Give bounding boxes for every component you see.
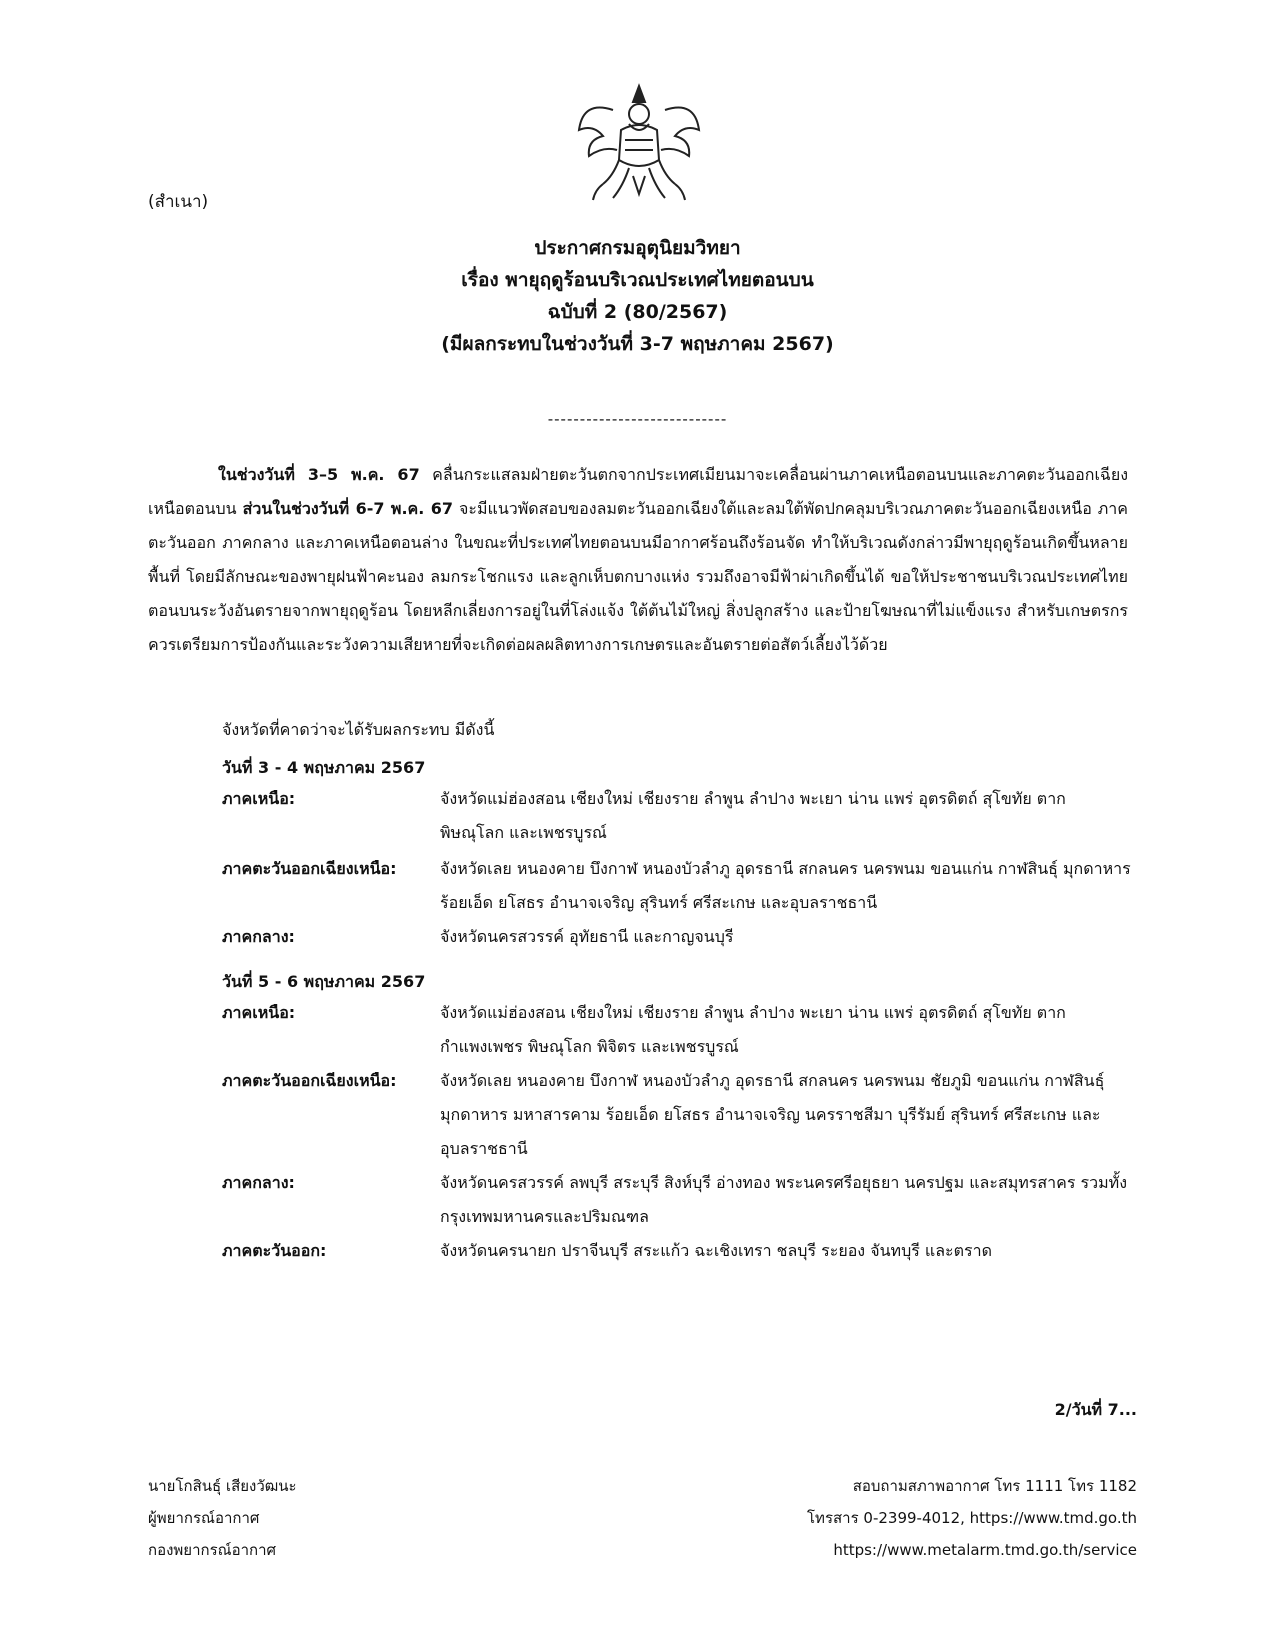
region-name: ภาคเหนือ: xyxy=(222,1003,296,1022)
title-line-3: ฉบับที่ 2 (80/2567) xyxy=(547,301,728,323)
body-paragraph xyxy=(148,458,1128,662)
region-row xyxy=(222,920,1132,954)
region-provinces: จังหวัดนครสวรรค์ ลพบุรี สระบุรี สิงห์บุรี อ่างทอง พระนครศรีอยุธยา นครปฐม และสมุทรสาคร รวมทั้งกรุงเทพมหานครและปริมณฑล xyxy=(440,1173,1128,1226)
forecaster-title: ผู้พยากรณ์อากาศ xyxy=(148,1509,260,1527)
region-provinces: จังหวัดแม่ฮ่องสอน เชียงใหม่ เชียงราย ลำพูน ลำปาง พะเยา น่าน แพร่ อุตรดิตถ์ สุโขทัย ตาก พิษณุโลก และเพชรบูรณ์ xyxy=(440,789,1066,842)
forecaster-division: กองพยากรณ์อากาศ xyxy=(148,1541,277,1559)
region-name: ภาคตะวันออก: xyxy=(222,1241,327,1260)
region-provinces: จังหวัดนครสวรรค์ อุทัยธานี และกาญจนบุรี xyxy=(440,927,734,946)
garuda-emblem-icon xyxy=(573,80,705,208)
signature-block xyxy=(148,1470,297,1566)
region-name: ภาคตะวันออกเฉียงเหนือ: xyxy=(222,1071,397,1090)
region-row xyxy=(222,996,1132,1064)
contact-phone: สอบถามสภาพอากาศ โทร 1111 โทร 1182 xyxy=(852,1477,1137,1495)
announcement-title xyxy=(0,232,1275,360)
period-1-label: ในช่วงวันที่ 3–5 พ.ค. 67 xyxy=(218,465,420,484)
region-name: ภาคกลาง: xyxy=(222,927,295,946)
region-provinces: จังหวัดแม่ฮ่องสอน เชียงใหม่ เชียงราย ลำพูน ลำปาง พะเยา น่าน แพร่ อุตรดิตถ์ สุโขทัย ตาก กำแพงเพชร พิษณุโลก พิจิตร และเพชรบูรณ์ xyxy=(440,1003,1066,1056)
affected-provinces-intro: จังหวัดที่คาดว่าจะได้รับผลกระทบ มีดังนี้ xyxy=(222,720,495,739)
region-provinces: จังหวัดนครนายก ปราจีนบุรี สระแก้ว ฉะเชิงเทรา ชลบุรี ระยอง จันทบุรี และตราด xyxy=(440,1241,992,1260)
next-page-marker: 2/วันที่ 7... xyxy=(1054,1400,1137,1419)
title-line-2: เรื่อง พายุฤดูร้อนบริเวณประเทศไทยตอนบน xyxy=(461,269,814,291)
period-1-text: คลื่นกระแสลมฝ่ายตะวันตกจากประเทศเมียนมาจะเคลื่อนผ่านภาคเหนือตอนบนและภาคตะวันออกเฉียงเหนือตอนบน xyxy=(148,465,1128,518)
region-name: ภาคกลาง: xyxy=(222,1173,295,1192)
title-line-4: (มีผลกระทบในช่วงวันที่ 3-7 พฤษภาคม 2567) xyxy=(441,333,834,355)
title-divider: ---------------------------- xyxy=(547,410,728,428)
day-heading-2: วันที่ 5 - 6 พฤษภาคม 2567 xyxy=(222,972,426,991)
day-heading-1: วันที่ 3 - 4 พฤษภาคม 2567 xyxy=(222,758,426,777)
region-provinces: จังหวัดเลย หนองคาย บึงกาฬ หนองบัวลำภู อุดรธานี สกลนคร นครพนม ขอนแก่น กาฬสินธุ์ มุกดาหาร ร้อยเอ็ด ยโสธร อำนาจเจริญ สุรินทร์ ศรีสะเกษ และอุบลราชธานี xyxy=(440,859,1131,912)
period-2-label: ส่วนในช่วงวันที่ 6-7 พ.ค. 67 xyxy=(242,499,454,518)
forecaster-name: นายโกสินธุ์ เสียงวัฒนะ xyxy=(148,1477,297,1495)
region-row xyxy=(222,1064,1132,1166)
copy-label: (สำเนา) xyxy=(148,192,209,212)
region-row xyxy=(222,782,1132,850)
region-row xyxy=(222,1166,1132,1234)
region-row xyxy=(222,1234,1132,1268)
contact-fax-website: โทรสาร 0-2399-4012, https://www.tmd.go.th xyxy=(807,1509,1137,1527)
period-2-text: จะมีแนวพัดสอบของลมตะวันออกเฉียงใต้และลมใต้พัดปกคลุมบริเวณภาคตะวันออกเฉียงเหนือ ภาคตะวันออก ภาคกลาง และภาคเหนือตอนล่าง ในขณะที่ประเทศไทยตอนบนมีอากาศร้อนถึงร้อนจัด ทำให้บริเวณดังกล่าวมีพายุฤดูร้อนเกิดขึ้นหลายพื้นที่ โดยมีลักษณะของพายุฝนฟ้าคะนอง ลมกระโชกแรง และลูกเห็บตกบางแห่ง รวมถึงอาจมีฟ้าผ่าเกิดขึ้นได้ ขอให้ประชาชนบริเวณประเทศไทยตอนบนระวังอันตรายจากพายุฤดูร้อน โดยหลีกเลี่ยงการอยู่ในที่โล่งแจ้ง ใต้ต้นไม้ใหญ่ สิ่งปลูกสร้าง และป้ายโฆษณาที่ไม่แข็งแรง สำหรับเกษตรกรควรเตรียมการป้องกันและระวังความเสียหายที่จะเกิดต่อผลผลิตทางการเกษตรและอันตรายต่อสัตว์เลี้ยงไว้ด้วย xyxy=(148,499,1128,654)
title-line-1: ประกาศกรมอุตุนิยมวิทยา xyxy=(534,237,741,259)
contact-alarm-link: https://www.metalarm.tmd.go.th/service xyxy=(833,1541,1137,1559)
region-provinces: จังหวัดเลย หนองคาย บึงกาฬ หนองบัวลำภู อุดรธานี สกลนคร นครพนม ชัยภูมิ ขอนแก่น กาฬสินธุ์ มุกดาหาร มหาสารคาม ร้อยเอ็ด ยโสธร อำนาจเจริญ นครราชสีมา บุรีรัมย์ สุรินทร์ ศรีสะเกษ และอุบลราชธานี xyxy=(440,1071,1105,1158)
contact-block xyxy=(807,1470,1137,1566)
region-name: ภาคตะวันออกเฉียงเหนือ: xyxy=(222,859,397,878)
region-row xyxy=(222,852,1132,920)
region-name: ภาคเหนือ: xyxy=(222,789,296,808)
